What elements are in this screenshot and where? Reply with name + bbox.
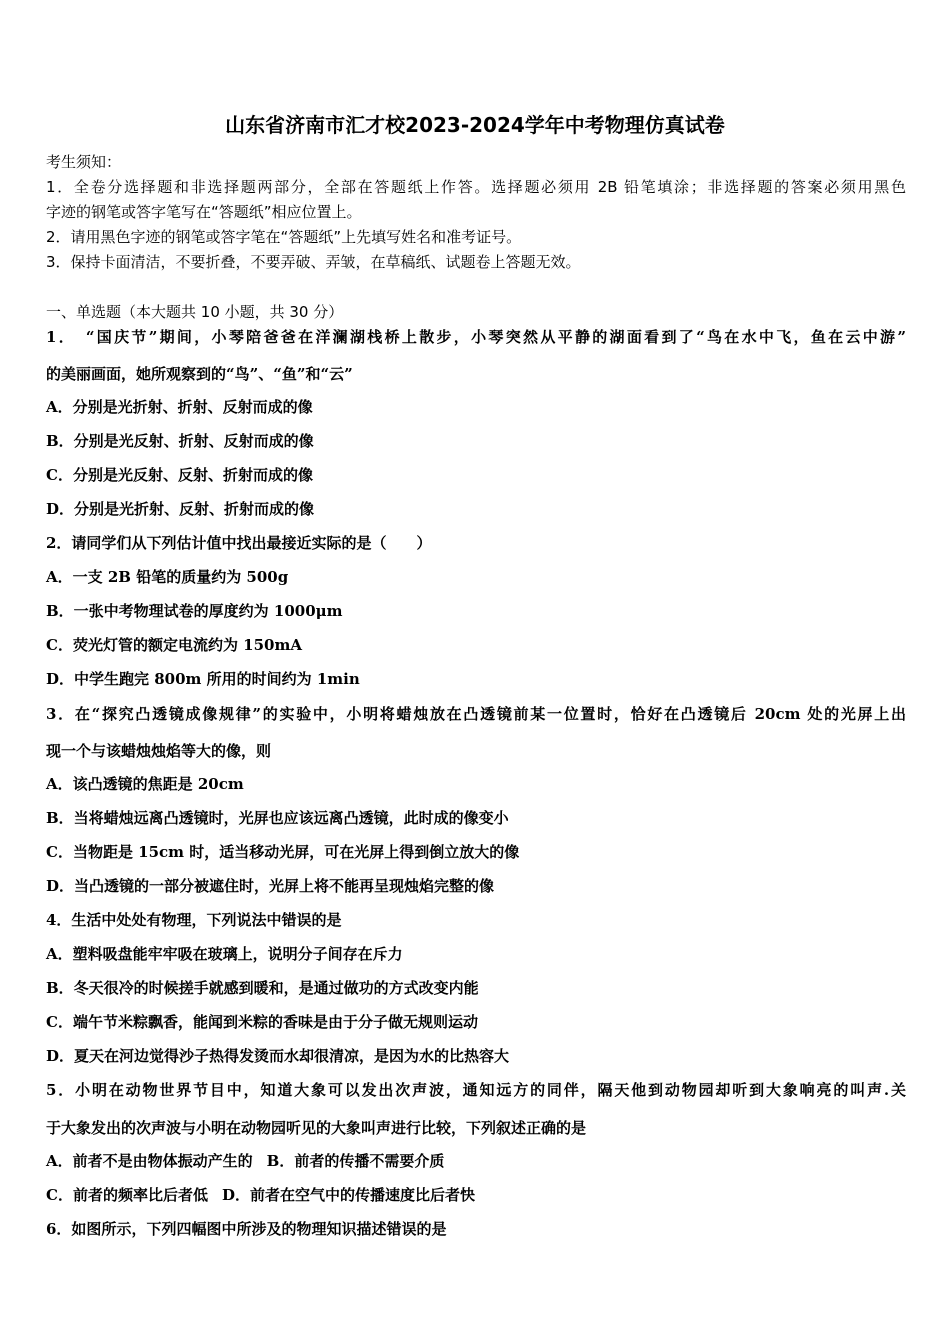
notice-item-3: 3．保持卡面清洁，不要折叠，不要弄破、弄皱，在草稿纸、试题卷上答题无效。: [46, 253, 581, 271]
page-title: 山东省济南市汇才校2023-2024学年中考物理仿真试卷: [225, 113, 725, 137]
q6-stem: 6．如图所示，下列四幅图中所涉及的物理知识描述错误的是: [46, 1220, 447, 1238]
notice-item-2: 2．请用黑色字迹的钢笔或答字笔在“答题纸”上先填写姓名和准考证号。: [46, 228, 522, 246]
q3-option-d: D．当凸透镜的一部分被遮住时，光屏上将不能再呈现烛焰完整的像: [46, 877, 495, 895]
q1-option-c: C．分别是光反射、反射、折射而成的像: [46, 466, 313, 484]
q5-options-cd: [46, 1185, 475, 1205]
q2-stem: 2．请同学们从下列估计值中找出最接近实际的是（ ）: [46, 534, 432, 552]
q5-option-c: C．前者的频率比后者低: [46, 1186, 208, 1204]
q4-option-c: C．端午节米粽飘香，能闻到米粽的香味是由于分子做无规则运动: [46, 1013, 478, 1031]
q5-option-a: A．前者不是由物体振动产生的: [46, 1152, 253, 1170]
q3-option-a: A．该凸透镜的焦距是 20cm: [46, 775, 244, 793]
q5-option-b: B．前者的传播不需要介质: [266, 1152, 445, 1170]
q5-stem-cont: 于大象发出的次声波与小明在动物园听见的大象叫声进行比较，下列叙述正确的是: [46, 1119, 587, 1137]
q3-option-b: B．当将蜡烛远离凸透镜时，光屏也应该远离凸透镜，此时成的像变小: [46, 809, 509, 827]
q5-stem: 5．小明在动物世界节目中，知道大象可以发出次声波，通知远方的同伴，隔天他到动物园却听到大象响亮的叫声.关: [46, 1081, 906, 1099]
q1-option-a: A．分别是光折射、折射、反射而成的像: [46, 398, 313, 416]
q1-stem: 1． “国庆节”期间，小琴陪爸爸在洋澜湖栈桥上散步，小琴突然从平静的湖面看到了“鸟在水中飞，鱼在云中游”: [46, 328, 906, 346]
notice-item-1: 1．全卷分选择题和非选择题两部分，全部在答题纸上作答。选择题必须用 2B 铅笔填涂；非选择题的答案必须用黑色: [46, 178, 906, 196]
q4-option-b: B．冬天很冷的时候搓手就感到暖和，是通过做功的方式改变内能: [46, 979, 479, 997]
q2-option-b: B．一张中考物理试卷的厚度约为 1000μm: [46, 602, 343, 620]
q1-option-b: B．分别是光反射、折射、反射而成的像: [46, 432, 314, 450]
q3-stem: 3．在“探究凸透镜成像规律”的实验中，小明将蜡烛放在凸透镜前某一位置时，恰好在凸透镜后 20cm 处的光屏上出: [46, 705, 906, 723]
q4-option-d: D．夏天在河边觉得沙子热得发烫而水却很清凉，是因为水的比热容大: [46, 1047, 510, 1065]
q2-option-d: D．中学生跑完 800m 所用的时间约为 1min: [46, 670, 360, 688]
notice-heading: 考生须知：: [46, 153, 122, 171]
q3-stem-cont: 现一个与该蜡烛烛焰等大的像，则: [46, 742, 272, 760]
q3-option-c: C．当物距是 15cm 时，适当移动光屏，可在光屏上得到倒立放大的像: [46, 843, 520, 861]
q1-option-d: D．分别是光折射、反射、折射而成的像: [46, 500, 315, 518]
q5-option-d: D．前者在空气中的传播速度比后者快: [221, 1186, 475, 1204]
q4-option-a: A．塑料吸盘能牢牢吸在玻璃上，说明分子间存在斥力: [46, 945, 403, 963]
section-heading: 一、单选题（本大题共 10 小题，共 30 分）: [46, 303, 344, 321]
q2-option-c: C．荧光灯管的额定电流约为 150mA: [46, 636, 302, 654]
q1-stem-cont: 的美丽画面，她所观察到的“鸟”、“鱼”和“云”: [46, 365, 353, 383]
notice-item-1-cont: 字迹的钢笔或答字笔写在“答题纸”相应位置上。: [46, 203, 362, 221]
q2-option-a: A．一支 2B 铅笔的质量约为 500g: [46, 568, 289, 586]
q4-stem: 4．生活中处处有物理，下列说法中错误的是: [46, 911, 342, 929]
q5-options-ab: [46, 1151, 444, 1171]
